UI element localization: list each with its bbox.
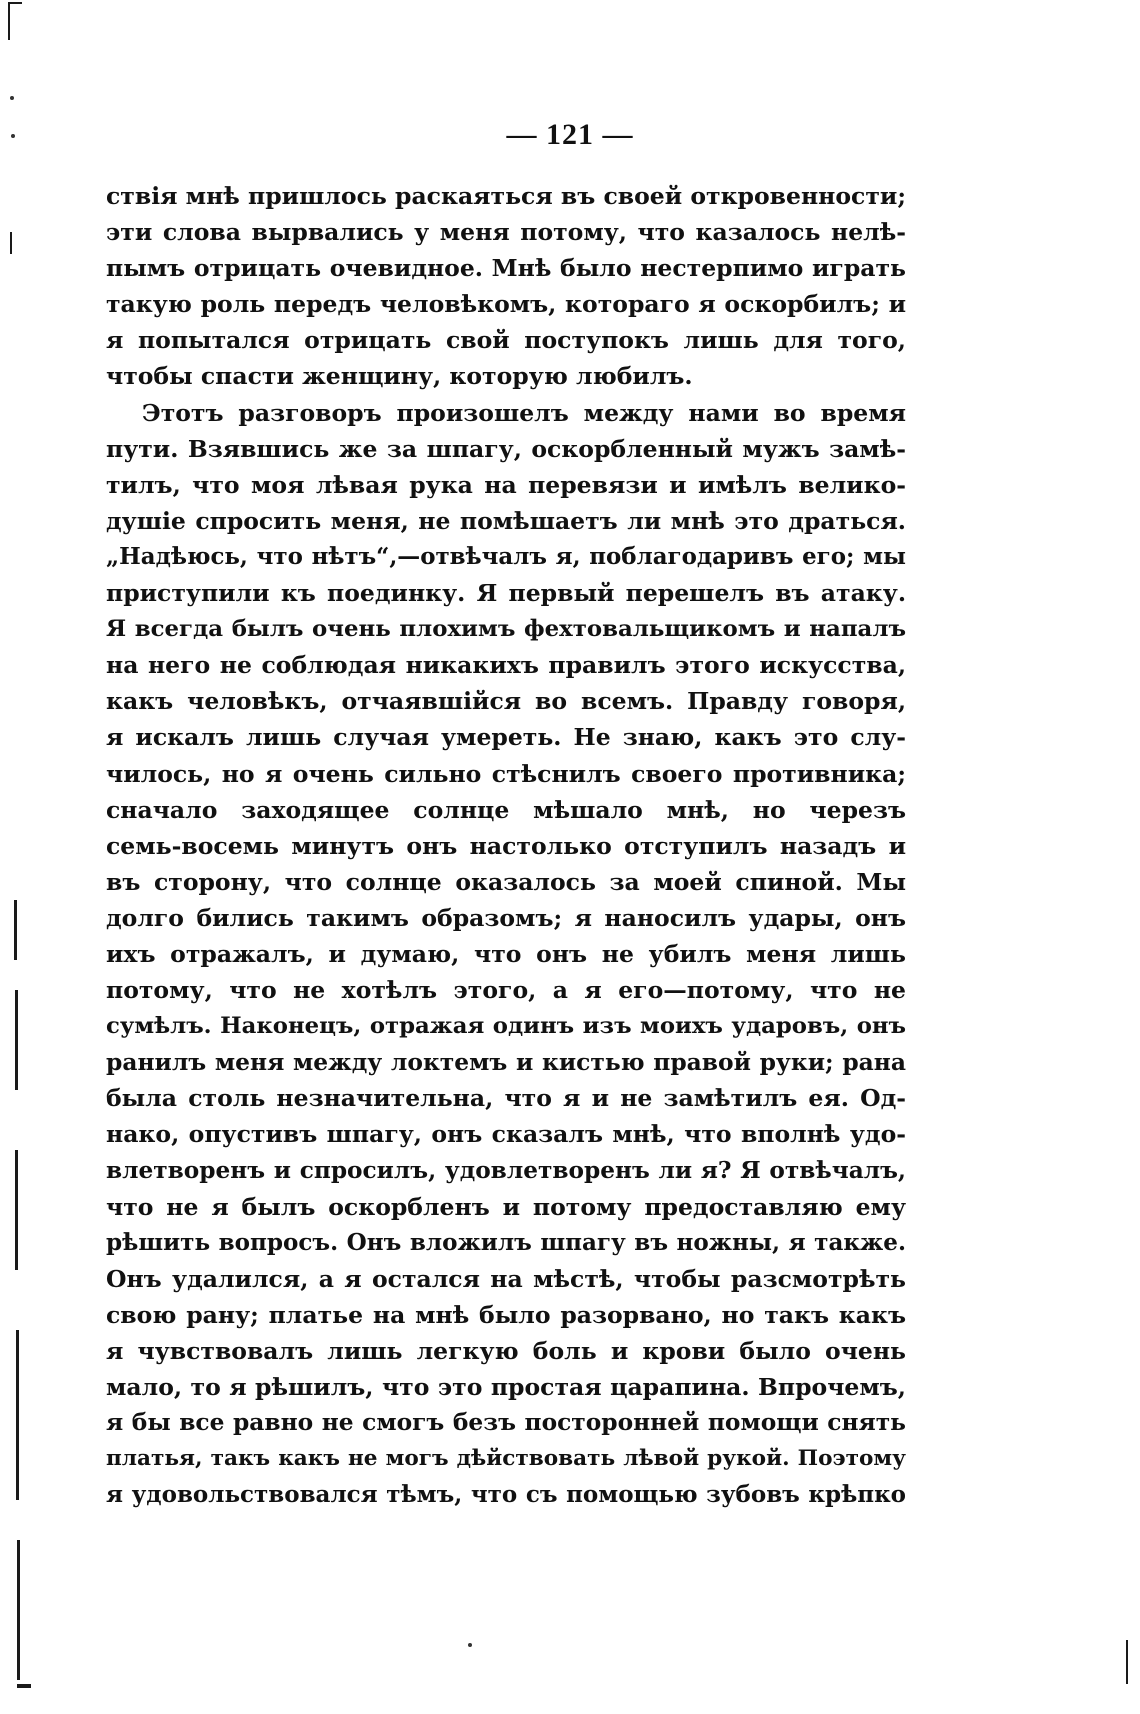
text-line: душіе спросить меня, не помѣшаетъ ли мнѣ это драться.	[106, 506, 906, 535]
text-line: долго бились такимъ образомъ; я наносилъ удары, онъ	[106, 903, 906, 932]
text-line: ранилъ меня между локтемъ и кистью правой руки; рана	[106, 1048, 906, 1077]
text-line: чилось, но я очень сильно стѣснилъ своего противника;	[106, 759, 906, 788]
text-line: была столь незначительна, что я и не замѣтилъ ея. Од-	[106, 1084, 906, 1113]
text-line: ствія мнѣ пришлось раскаяться въ своей откровенности;	[106, 182, 906, 210]
body-text	[106, 178, 906, 1513]
scan-edge-left	[15, 990, 18, 1090]
text-line: Этотъ разговоръ произошелъ между нами во время	[142, 398, 906, 427]
text-line: влетворенъ и спросилъ, удовлетворенъ ли я? Я отвѣчалъ,	[106, 1156, 906, 1184]
scan-edge-top-left	[8, 2, 10, 40]
text-line: ихъ отражалъ, и думаю, что онъ не убилъ меня лишь	[106, 939, 906, 968]
text-line: приступили къ поединку. Я первый перешелъ въ атаку.	[106, 579, 906, 608]
text-line: сумѣлъ. Наконецъ, отражая одинъ изъ моихъ ударовъ, онъ	[106, 1013, 906, 1040]
text-line: потому, что не хотѣлъ этого, а я его—потому, что не	[106, 976, 906, 1005]
text-line: „Надѣюсь, что нѣтъ“,—отвѣчалъ я, поблагодаривъ его; мы	[106, 542, 906, 570]
text-line: я удовольствовался тѣмъ, что съ помощью зубовъ крѣпко	[106, 1481, 906, 1509]
scan-speck	[468, 1643, 472, 1647]
text-line: какъ человѣкъ, отчаявшійся во всемъ. Правду говоря,	[106, 687, 906, 716]
text-line: такую роль передъ человѣкомъ, котораго я оскорбилъ; и	[106, 290, 906, 319]
scan-edge-top-left-corner	[8, 2, 22, 4]
text-line: свою рану; платье на мнѣ было разорвано, но такъ какъ	[106, 1300, 906, 1329]
scan-edge-right	[1126, 1640, 1128, 1684]
scan-edge-left	[15, 1150, 18, 1270]
scan-edge-left	[17, 1540, 20, 1680]
text-line: семь-восемь минутъ онъ настолько отступилъ назадъ и	[106, 831, 906, 860]
text-line: эти слова вырвались у меня потому, что казалось нелѣ-	[106, 218, 906, 247]
text-line: пымъ отрицать очевидное. Мнѣ было нестерпимо играть	[106, 254, 906, 283]
text-line: я попытался отрицать свой поступокъ лишь для того,	[106, 326, 906, 355]
scan-edge-left-short	[10, 232, 12, 254]
text-line: въ сторону, что солнце оказалось за моей спиной. Мы	[106, 867, 906, 896]
text-line: что не я былъ оскорбленъ и потому предоставляю ему	[106, 1192, 906, 1221]
scan-edge-left	[16, 1330, 19, 1500]
text-line: на него не соблюдая никакихъ правилъ этого искусства,	[106, 651, 906, 680]
text-line: Я всегда былъ очень плохимъ фехтовальщикомъ и напалъ	[106, 616, 906, 643]
text-line: я чувствовалъ лишь легкую боль и крови было очень	[106, 1337, 906, 1365]
text-line: я бы все равно не смогъ безъ посторонней помощи снять	[106, 1409, 906, 1437]
text-line: нако, опустивъ шпагу, онъ сказалъ мнѣ, что вполнѣ удо-	[106, 1120, 906, 1149]
text-line: платья, такъ какъ не могъ дѣйствовать лѣвой рукой. Поэтому	[106, 1446, 906, 1472]
text-line: тилъ, что моя лѣвая рука на перевязи и имѣлъ велико-	[106, 470, 906, 499]
text-line: сначало заходящее солнце мѣшало мнѣ, но черезъ	[106, 795, 906, 824]
text-line: Онъ удалился, а я остался на мѣстѣ, чтобы разсмотрѣть	[106, 1264, 906, 1293]
text-line: пути. Взявшись же за шпагу, оскорбленный мужъ замѣ-	[106, 434, 906, 463]
text-line: рѣшить вопросъ. Онъ вложилъ шпагу въ ножны, я также.	[106, 1228, 906, 1256]
text-line: чтобы спасти женщину, которую любилъ.	[106, 362, 693, 391]
text-line: мало, то я рѣшилъ, что это простая царапина. Впрочемъ,	[106, 1373, 906, 1402]
scan-edge-left	[14, 900, 17, 960]
page-number: — 121 —	[506, 118, 634, 151]
scan-edge-bottom-left	[17, 1684, 31, 1688]
scan-speck	[10, 96, 14, 100]
text-line: я искалъ лишь случая умереть. Не знаю, какъ это слу-	[106, 723, 906, 752]
